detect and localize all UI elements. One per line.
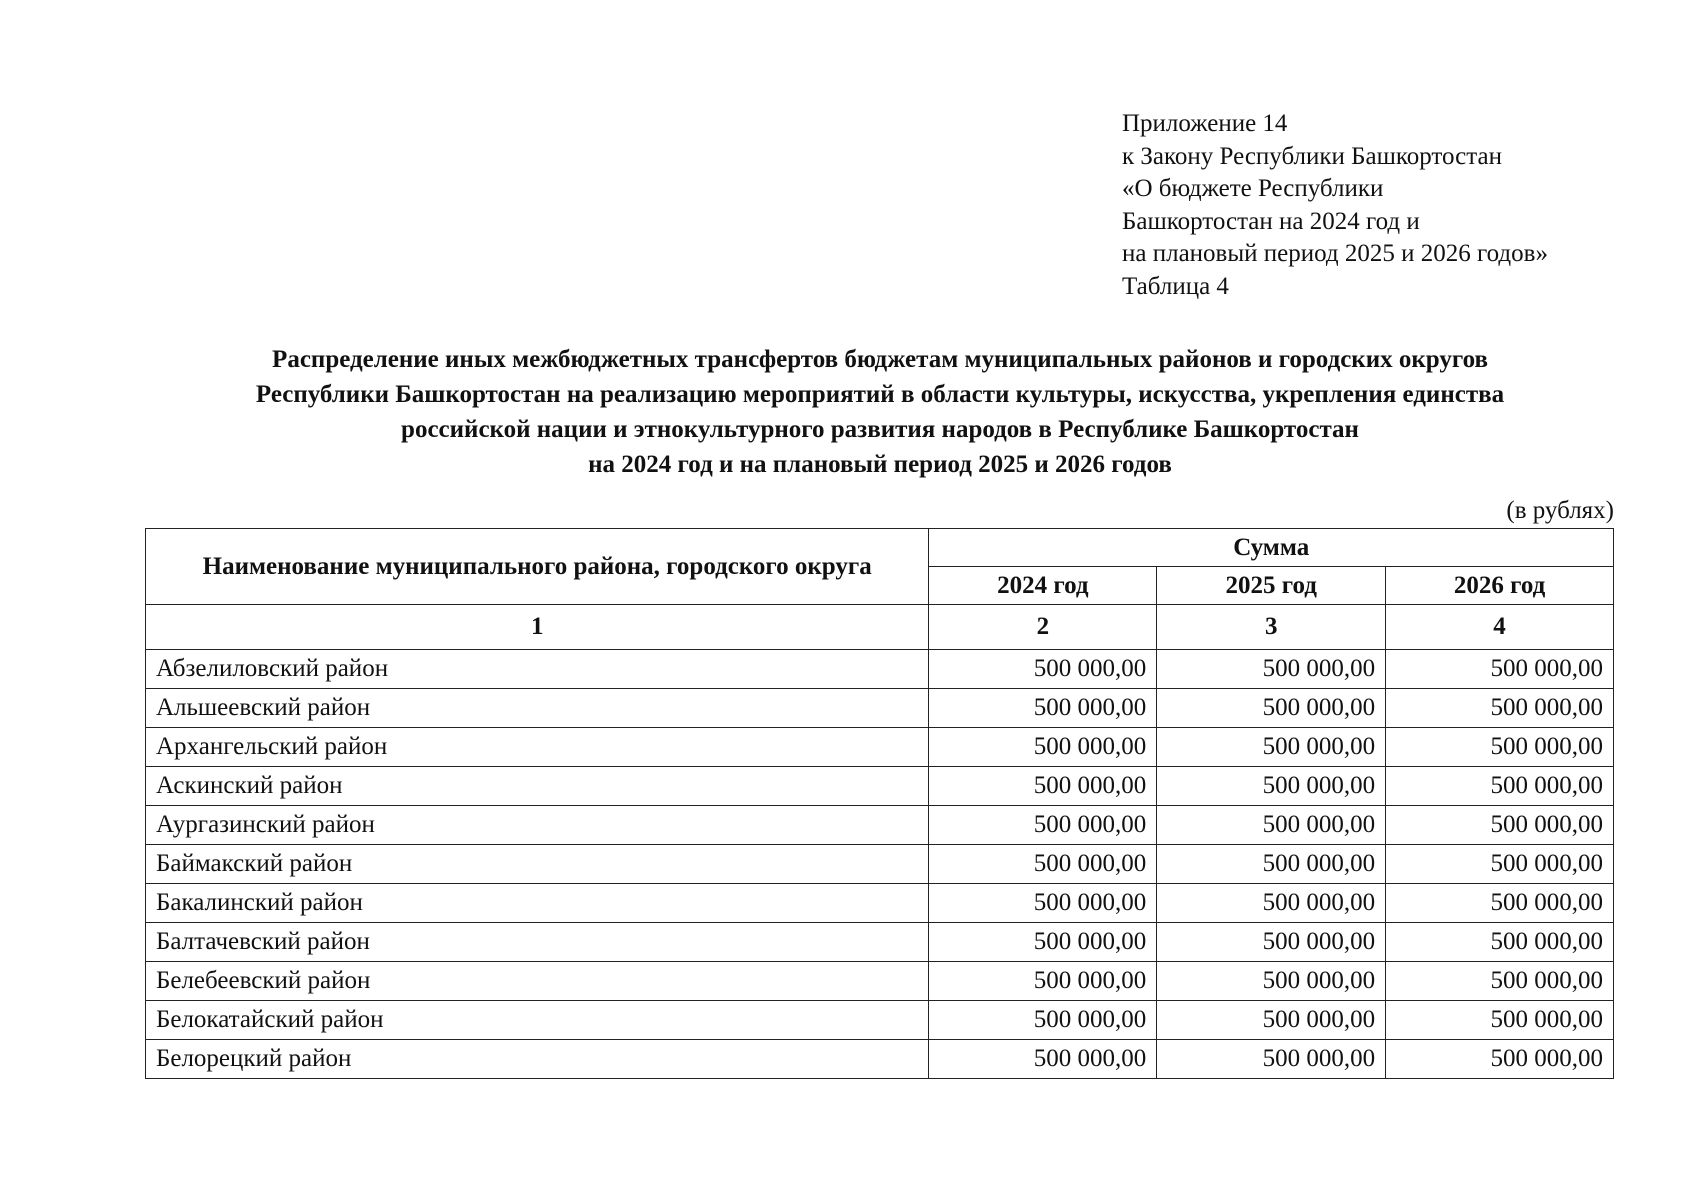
amount-2024-cell: 500 000,00: [929, 650, 1157, 689]
amount-2026-cell: 500 000,00: [1386, 1040, 1614, 1079]
district-name-cell: Архангельский район: [146, 728, 929, 767]
amount-2026-cell: 500 000,00: [1386, 884, 1614, 923]
header-sum-column: Сумма: [929, 529, 1614, 567]
column-number: 2: [929, 605, 1157, 650]
amount-2024-cell: 500 000,00: [929, 767, 1157, 806]
table-row: [146, 728, 1614, 767]
district-name-cell: Абзелиловский район: [146, 650, 929, 689]
appendix-line: к Закону Республики Башкортостан: [1122, 142, 1502, 170]
column-number: 3: [1157, 605, 1386, 650]
district-name-cell: Белебеевский район: [146, 962, 929, 1001]
table-number: Таблица 4: [1122, 272, 1229, 300]
amount-2026-cell: 500 000,00: [1386, 650, 1614, 689]
table-row: [146, 845, 1614, 884]
district-name-cell: Аскинский район: [146, 767, 929, 806]
amount-2026-cell: 500 000,00: [1386, 962, 1614, 1001]
amount-2024-cell: 500 000,00: [929, 689, 1157, 728]
district-name-cell: Альшеевский район: [146, 689, 929, 728]
appendix-reference: [1122, 108, 1548, 303]
amount-2024-cell: 500 000,00: [929, 728, 1157, 767]
amount-2025-cell: 500 000,00: [1157, 884, 1386, 923]
amount-2024-cell: 500 000,00: [929, 1040, 1157, 1079]
district-name-cell: Бакалинский район: [146, 884, 929, 923]
district-name-cell: Баймакский район: [146, 845, 929, 884]
column-number-row: [146, 605, 1614, 650]
table-row: [146, 962, 1614, 1001]
table-row: [146, 884, 1614, 923]
amount-2025-cell: 500 000,00: [1157, 806, 1386, 845]
amount-2025-cell: 500 000,00: [1157, 1040, 1386, 1079]
title-line: российской нации и этнокультурного развития народов в Республике Башкортостан: [401, 416, 1359, 443]
amount-2024-cell: 500 000,00: [929, 962, 1157, 1001]
amount-2025-cell: 500 000,00: [1157, 1001, 1386, 1040]
header-name-column: Наименование муниципального района, городского округа: [146, 529, 929, 605]
table-row: [146, 767, 1614, 806]
amount-2025-cell: 500 000,00: [1157, 767, 1386, 806]
title-line: на 2024 год и на плановый период 2025 и 2026 годов: [588, 451, 1172, 478]
document-title: [140, 342, 1620, 482]
column-number: 4: [1386, 605, 1614, 650]
amount-2024-cell: 500 000,00: [929, 845, 1157, 884]
amount-2026-cell: 500 000,00: [1386, 1001, 1614, 1040]
amount-2025-cell: 500 000,00: [1157, 689, 1386, 728]
district-name-cell: Балтачевский район: [146, 923, 929, 962]
amount-2024-cell: 500 000,00: [929, 923, 1157, 962]
budget-table: [145, 528, 1614, 1079]
appendix-line: на плановый период 2025 и 2026 годов»: [1122, 240, 1548, 267]
amount-2026-cell: 500 000,00: [1386, 845, 1614, 884]
table-row: [146, 689, 1614, 728]
amount-2025-cell: 500 000,00: [1157, 923, 1386, 962]
title-line: Распределение иных межбюджетных трансфертов бюджетам муниципальных районов и городских округов: [272, 346, 1488, 373]
appendix-line: «О бюджете Республики: [1122, 175, 1384, 202]
table-row: [146, 923, 1614, 962]
table-row: [146, 1001, 1614, 1040]
amount-2026-cell: 500 000,00: [1386, 767, 1614, 806]
amount-2025-cell: 500 000,00: [1157, 962, 1386, 1001]
amount-2026-cell: 500 000,00: [1386, 728, 1614, 767]
header-year-2024: 2024 год: [929, 567, 1157, 605]
amount-2026-cell: 500 000,00: [1386, 923, 1614, 962]
amount-2024-cell: 500 000,00: [929, 1001, 1157, 1040]
amount-2026-cell: 500 000,00: [1386, 689, 1614, 728]
title-line: Республики Башкортостан на реализацию мероприятий в области культуры, искусства, укрепления единства: [255, 381, 1505, 408]
amount-2025-cell: 500 000,00: [1157, 728, 1386, 767]
district-name-cell: Белорецкий район: [146, 1040, 929, 1079]
table-row: [146, 650, 1614, 689]
district-name-cell: Белокатайский район: [146, 1001, 929, 1040]
amount-2025-cell: 500 000,00: [1157, 845, 1386, 884]
appendix-line: Башкортостан на 2024 год и: [1122, 207, 1420, 235]
amount-2024-cell: 500 000,00: [929, 884, 1157, 923]
table-row: [146, 1040, 1614, 1079]
units-label: (в рублях): [1506, 497, 1614, 524]
amount-2026-cell: 500 000,00: [1386, 806, 1614, 845]
header-year-2025: 2025 год: [1157, 567, 1386, 605]
column-number: 1: [146, 605, 929, 650]
amount-2025-cell: 500 000,00: [1157, 650, 1386, 689]
table-row: [146, 806, 1614, 845]
appendix-line: Приложение 14: [1122, 110, 1288, 137]
district-name-cell: Аургазинский район: [146, 806, 929, 845]
amount-2024-cell: 500 000,00: [929, 806, 1157, 845]
header-year-2026: 2026 год: [1386, 567, 1614, 605]
